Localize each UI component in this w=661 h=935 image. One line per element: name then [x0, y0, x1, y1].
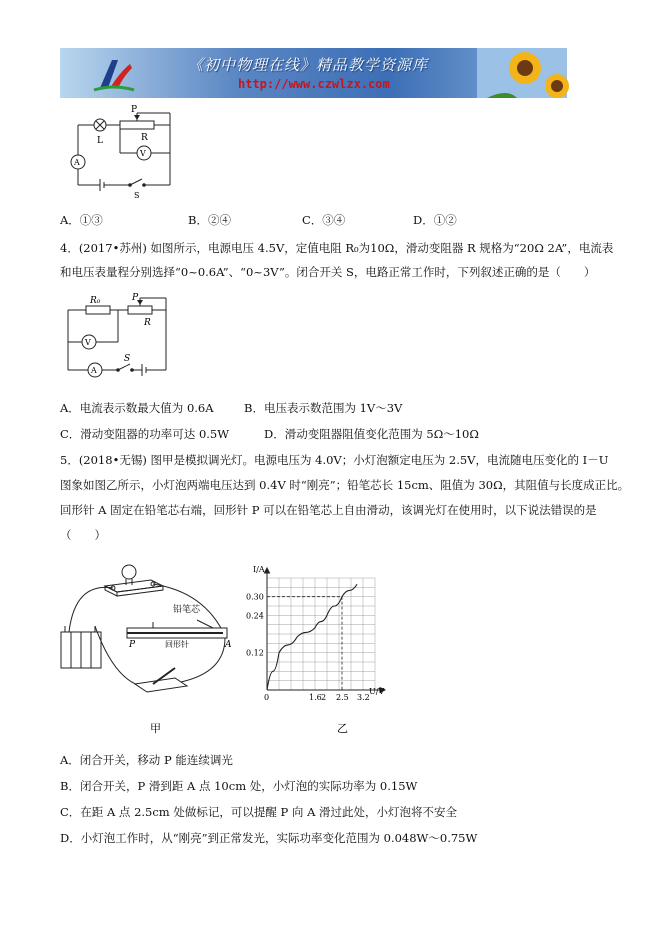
banner-url[interactable]: http://www.czwlzx.com [238, 77, 390, 91]
circuit1-label-r: R [141, 133, 148, 143]
chart-x-tick-label: 3.2 [357, 693, 370, 702]
label-clip-p: P [129, 640, 136, 650]
chart-x-tick-label: 0 [264, 693, 270, 702]
q5-option-c[interactable]: C．在距 A 点 2.5cm 处做标记，可以提醒 P 向 A 滑过此处，小灯泡将不安全 [60, 805, 458, 819]
logo-icon [90, 54, 138, 94]
caption-yi: 乙 [337, 722, 348, 735]
chart-y-tick-label: 0.24 [246, 611, 264, 621]
label-paper-clip: 回形针 [165, 640, 189, 649]
q3-option-b[interactable]: B．②④ [188, 213, 231, 227]
q5-option-b[interactable]: B．闭合开关，P 滑到距 A 点 10cm 处，小灯泡的实际功率为 0.15W [60, 779, 418, 793]
q5-option-d[interactable]: D．小灯泡工作时，从“刚亮”到正常发光，实际功率变化范围为 0.048W～0.75W [60, 831, 478, 845]
figure-jia-dimmer-apparatus [55, 562, 245, 742]
circuit1-label-l: L [97, 136, 103, 146]
q3-option-d[interactable]: D．①② [413, 213, 457, 227]
figure-yi-iu-chart [245, 562, 395, 747]
label-clip-a: A [225, 640, 232, 650]
q3-option-a[interactable]: A．①③ [60, 213, 103, 227]
chart-y-tick-label: 0.30 [246, 592, 264, 602]
circuit-diagram-1 [60, 105, 185, 200]
q4-option-b[interactable]: B．电压表示数范围为 1V～3V [244, 401, 403, 415]
circuit1-label-v: V [140, 149, 146, 158]
caption-jia: 甲 [150, 722, 161, 735]
label-pencil-lead: 铅笔芯 [173, 605, 201, 615]
circuit2-label-a: A [91, 366, 97, 375]
circuit2-label-p: P [132, 293, 139, 303]
q4-option-a[interactable]: A．电流表示数最大值为 0.6A [60, 401, 214, 415]
q5-text-line2: 图象如图乙所示，小灯泡两端电压达到 0.4V 时“刚亮”；铅笔芯长 15cm、阻值为 30Ω，其阻值与长度成正比。 [60, 478, 630, 492]
q5-option-a[interactable]: A．闭合开关，移动 P 能连续调光 [60, 753, 233, 767]
sunflower-icon [477, 48, 567, 98]
circuit2-label-v: V [85, 338, 91, 347]
q3-option-c[interactable]: C．③④ [302, 213, 346, 227]
q4-option-d[interactable]: D．滑动变阻器阻值变化范围为 5Ω～10Ω [264, 427, 479, 441]
chart-x-tick-label: 2.5 [336, 693, 349, 702]
circuit1-label-s: S [134, 191, 140, 200]
chart-y-axis-label: I/A [253, 565, 265, 574]
circuit2-label-r0: R₀ [90, 296, 101, 306]
circuit2-label-r: R [144, 318, 151, 328]
chart-x-axis-label: U/V [369, 687, 385, 696]
circuit1-label-a: A [74, 158, 80, 167]
header-banner [60, 48, 567, 98]
circuit2-label-s: S [124, 354, 131, 364]
circuit1-label-p: P [131, 105, 138, 115]
q5-text-line3: 回形针 A 固定在铅笔芯右端，回形针 P 可以在铅笔芯上自由滑动，该调光灯在使用时，以下说法错误的是 [60, 503, 597, 517]
circuit-diagram-2 [62, 292, 172, 382]
y-axis-arrow-icon [265, 568, 270, 573]
q4-option-c[interactable]: C．滑动变阻器的功率可达 0.5W [60, 427, 230, 441]
q5-text-line1: 5．(2018•无锡) 图甲是模拟调光灯。电源电压为 4.0V；小灯泡额定电压为 2.5V，电流随电压变化的 I－U [60, 453, 609, 467]
banner-title: 《初中物理在线》精品教学资源库 [188, 56, 429, 74]
q4-text-line2: 和电压表量程分别选择“0~0.6A”、“0~3V”。闭合开关 S，电路正常工作时，下列叙述正确的是（ ） [60, 265, 596, 279]
q5-text-line4: （ ） [60, 528, 106, 542]
chart-x-tick-label: 1.6 [309, 693, 322, 702]
chart-grid [267, 578, 375, 690]
chart-y-tick-label: 0.12 [246, 648, 264, 658]
slider-arrow-icon [134, 115, 140, 120]
q4-text-line1: 4．(2017•苏州) 如图所示，电源电压 4.5V，定值电阻 R₀为10Ω，滑动变阻器 R 规格为“20Ω 2A”，电流表 [60, 241, 614, 255]
chart-x-tick-label: 2 [321, 693, 327, 702]
chart-series-line [267, 584, 357, 690]
